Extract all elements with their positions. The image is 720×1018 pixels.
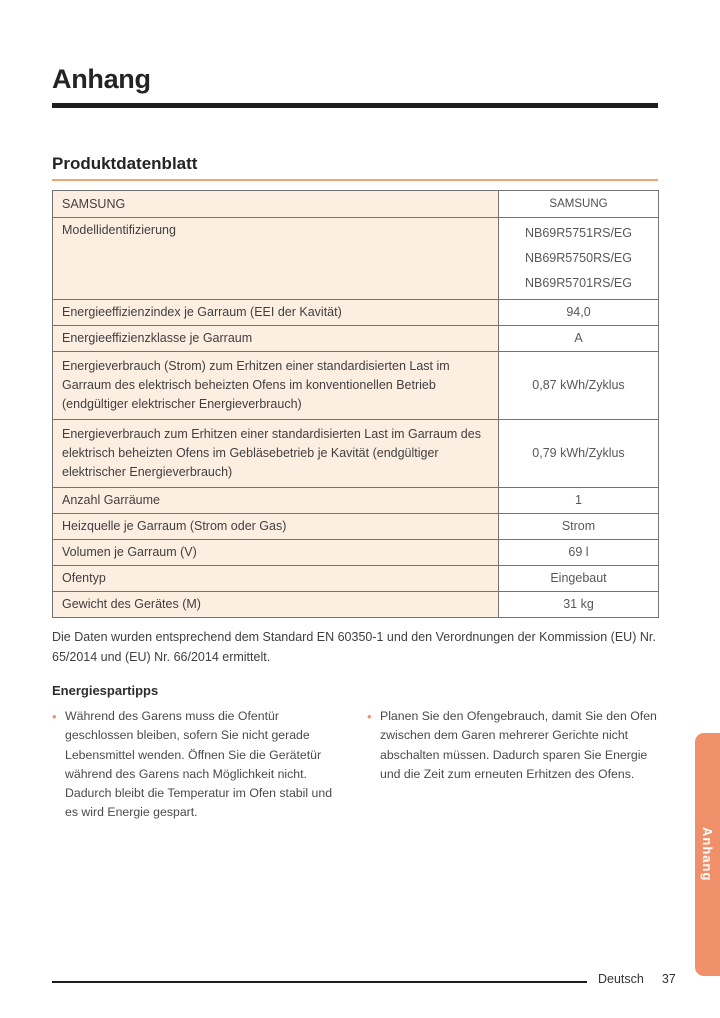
row-label: Heizquelle je Garraum (Strom oder Gas) <box>53 514 499 540</box>
title-divider <box>52 103 658 108</box>
row-value: 1 <box>499 488 659 514</box>
footer-divider <box>52 981 587 983</box>
row-value: Eingebaut <box>499 566 659 592</box>
list-item <box>52 707 342 823</box>
product-data-table <box>52 190 659 618</box>
tip-text: Während des Garens muss die Ofentür geschlossen bleiben, sofern Sie nicht gerade Lebensmittel wenden. Öffnen Sie die Gerätetür während des Garens nach Möglichkeit nicht. Dadurch bleibt die Temperatur im Ofen stabil und es wird Energie gespart. <box>65 709 333 820</box>
table-row <box>53 566 659 592</box>
row-label: Energieeffizienzklasse je Garraum <box>53 326 499 352</box>
row-label: Energieverbrauch zum Erhitzen einer standardisierten Last im Garraum des elektrisch beheizten Ofens im Gebläsebetrieb je Kavität (endgültiger elektrischer Energieverbrauch) <box>53 420 499 488</box>
table-row <box>53 191 659 218</box>
row-label: Anzahl Garräume <box>53 488 499 514</box>
table-row <box>53 514 659 540</box>
table-row <box>53 218 659 300</box>
model-number: NB69R5750RS/EG <box>524 251 632 265</box>
section-heading: Produktdatenblatt <box>52 154 198 173</box>
row-label: Volumen je Garraum (V) <box>53 540 499 566</box>
table-header-label: SAMSUNG <box>53 191 499 218</box>
bullet-dot-icon: • <box>367 709 372 724</box>
footer-page-number: 37 <box>661 972 676 986</box>
page-footer <box>598 972 676 986</box>
table-row <box>53 540 659 566</box>
model-number: NB69R5751RS/EG <box>524 226 632 240</box>
row-label: Ofentyp <box>53 566 499 592</box>
table-row <box>53 592 659 618</box>
row-value: 94,0 <box>499 300 659 326</box>
table-header-value: SAMSUNG <box>499 191 659 218</box>
row-value: 69 l <box>499 540 659 566</box>
model-number: NB69R5701RS/EG <box>524 276 632 290</box>
row-label: Gewicht des Gerätes (M) <box>53 592 499 618</box>
tip-text: Planen Sie den Ofengebrauch, damit Sie den Ofen zwischen dem Garen mehrerer Gerichte nicht abschalten müssen. Dadurch sparen Sie Energie und die Zeit zum erneuten Erhitzen des Ofens. <box>380 709 657 781</box>
row-value: A <box>499 326 659 352</box>
energy-tips-list <box>52 707 658 823</box>
row-label: Energieeffizienzindex je Garraum (EEI der Kavität) <box>53 300 499 326</box>
row-value: 31 kg <box>499 592 659 618</box>
list-item <box>367 707 657 823</box>
table-note: Die Daten wurden entsprechend dem Standard EN 60350-1 und den Verordnungen der Kommission (EU) Nr. 65/2014 und (EU) Nr. 66/2014 ermittelt. <box>52 630 656 664</box>
table-row <box>53 488 659 514</box>
footer-language: Deutsch <box>598 972 644 986</box>
side-tab-label: Anhang <box>700 827 715 882</box>
energy-tips-heading: Energiespartipps <box>52 683 159 698</box>
chapter-side-tab <box>695 733 720 976</box>
row-label: Modellidentifizierung <box>53 218 499 300</box>
row-label: Energieverbrauch (Strom) zum Erhitzen einer standardisierten Last im Garraum des elektrisch beheizten Ofens im konventionellen Betrieb (endgültiger elektrischer Energieverbrauch) <box>53 352 499 420</box>
table-row <box>53 352 659 420</box>
page-content <box>52 0 658 823</box>
row-value <box>499 218 659 300</box>
row-value: 0,87 kWh/Zyklus <box>499 352 659 420</box>
table-row <box>53 420 659 488</box>
table-row <box>53 300 659 326</box>
page-title: Anhang <box>52 64 151 94</box>
row-value: 0,79 kWh/Zyklus <box>499 420 659 488</box>
bullet-dot-icon: • <box>52 709 57 724</box>
row-value: Strom <box>499 514 659 540</box>
section-divider <box>52 179 658 181</box>
table-row <box>53 326 659 352</box>
